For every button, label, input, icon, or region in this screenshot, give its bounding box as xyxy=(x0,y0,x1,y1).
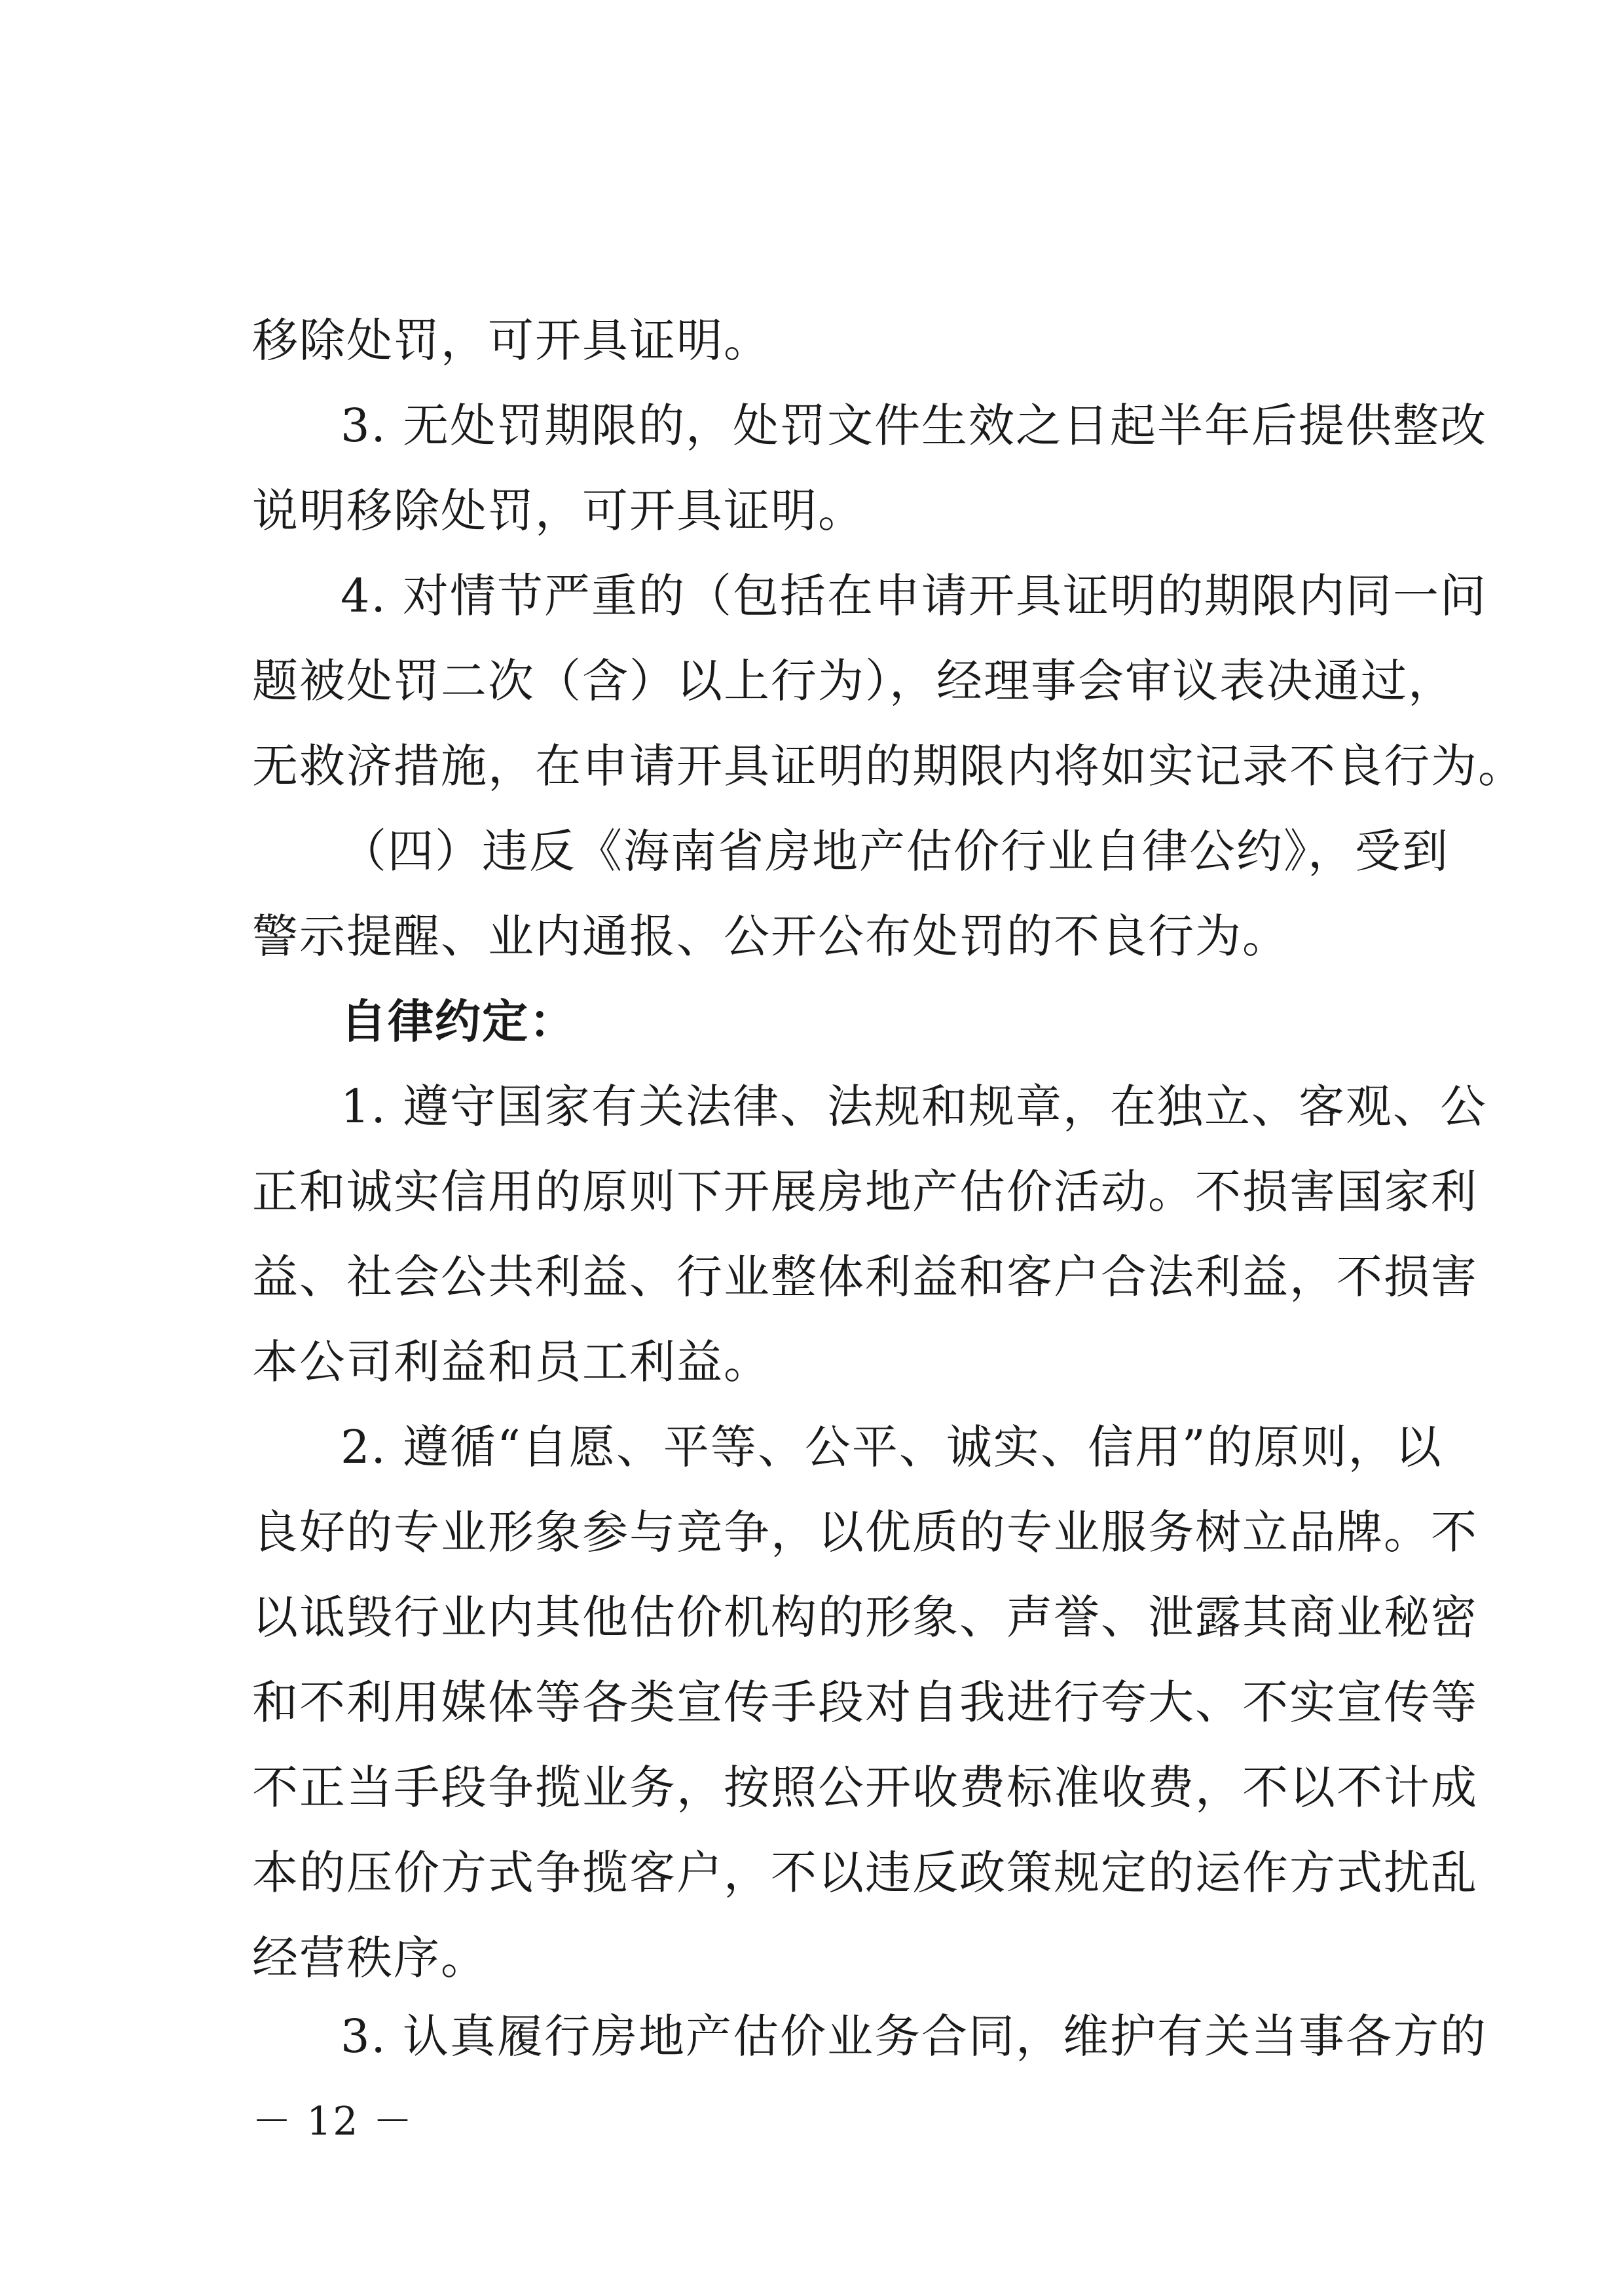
text-line-12: 益、社会公共利益、行业整体利益和客户合法利益，不损害 xyxy=(252,1250,1478,1304)
text-line-20: 经营秩序。 xyxy=(252,1931,488,1985)
text-line-1: 移除处罚，可开具证明。 xyxy=(252,314,771,367)
text-line-16: 以诋毁行业内其他估价机构的形象、声誉、泄露其商业秘密 xyxy=(252,1590,1478,1644)
text-line-11: 正和诚实信用的原则下开展房地产估价活动。不损害国家利 xyxy=(252,1165,1478,1219)
text-line-14: 2. 遵循“自愿、平等、公平、诚实、信用”的原则，以 xyxy=(341,1420,1443,1474)
text-line-3: 说明移除处罚，可开具证明。 xyxy=(252,484,865,538)
text-line-2: 3. 无处罚期限的，处罚文件生效之日起半年后提供整改 xyxy=(341,399,1488,452)
text-line-17: 和不利用媒体等各类宣传手段对自我进行夸大、不实宣传等 xyxy=(252,1676,1478,1729)
text-line-19: 本的压价方式争揽客户，不以违反政策规定的运作方式扰乱 xyxy=(252,1846,1478,1900)
text-line-10: 1. 遵守国家有关法律、法规和规章，在独立、客观、公 xyxy=(341,1080,1488,1133)
text-line-13: 本公司利益和员工利益。 xyxy=(252,1335,771,1389)
text-line-8: 警示提醒、业内通报、公开公布处罚的不良行为。 xyxy=(252,909,1289,963)
text-line-21: 3. 认真履行房地产估价业务合同，维护有关当事各方的 xyxy=(341,2010,1488,2063)
text-line-7: （四）违反《海南省房地产估价行业自律公约》，受到 xyxy=(341,824,1449,878)
text-line-6: 无救济措施，在申请开具证明的期限内将如实记录不良行为。 xyxy=(252,739,1525,793)
text-line-5: 题被处罚二次（含）以上行为），经理事会审议表决通过， xyxy=(252,654,1455,708)
page-number: － 12 － xyxy=(252,2099,414,2144)
section-heading-self-discipline: 自律约定： xyxy=(341,994,576,1048)
text-line-4: 4. 对情节严重的（包括在申请开具证明的期限内同一问 xyxy=(341,569,1488,623)
text-line-18: 不正当手段争揽业务，按照公开收费标准收费，不以不计成 xyxy=(252,1761,1478,1814)
text-line-15: 良好的专业形象参与竞争，以优质的专业服务树立品牌。不 xyxy=(252,1505,1478,1559)
